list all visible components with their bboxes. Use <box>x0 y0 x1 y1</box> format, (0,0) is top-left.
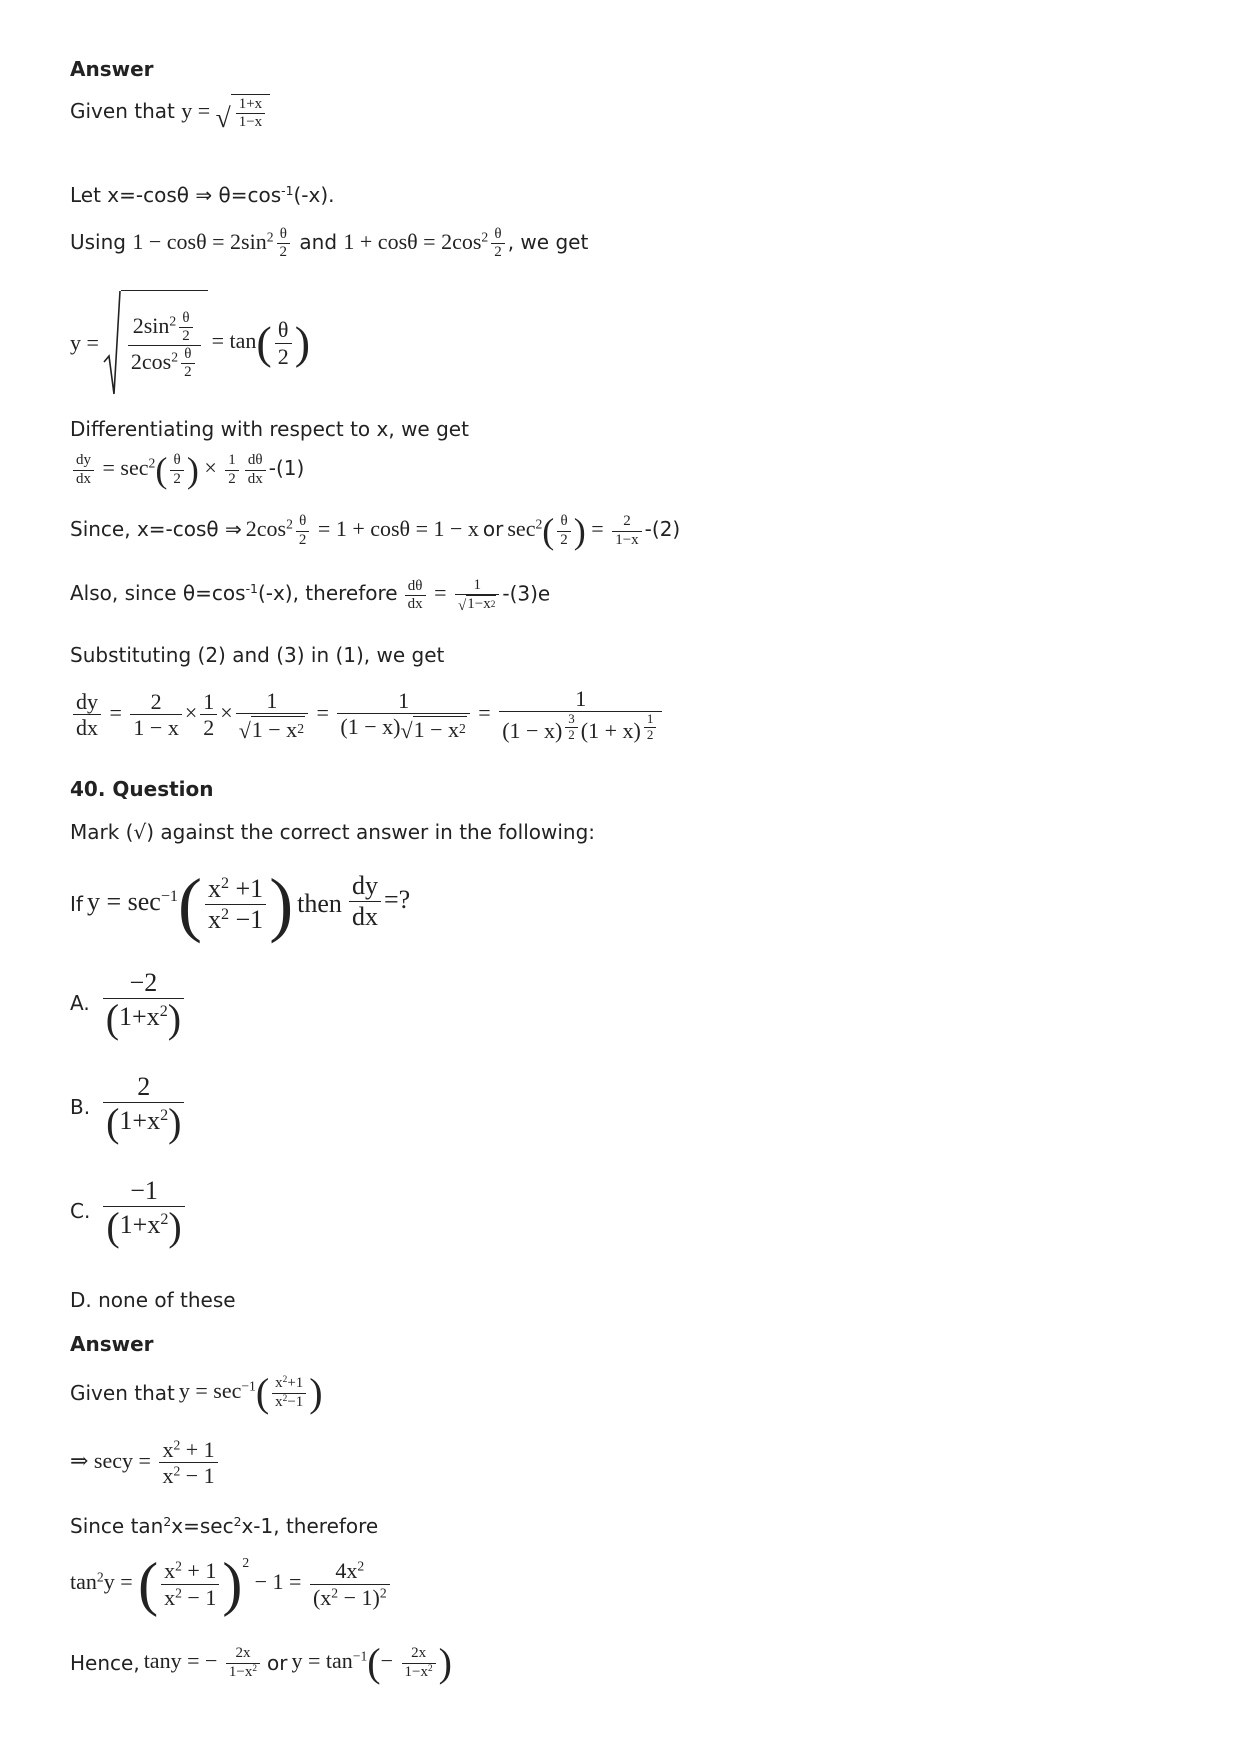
using-and: and <box>299 229 338 254</box>
given-prefix: Given that <box>70 98 175 123</box>
using-prefix: Using <box>70 229 126 254</box>
eq2-tag: -(2) <box>644 517 681 542</box>
option-b-numerator: 2 <box>137 1072 151 1101</box>
answer-heading: Answer <box>70 57 154 81</box>
since-c: x-1, therefore <box>241 1514 379 1538</box>
using-suffix: , we get <box>507 229 589 254</box>
final-result-equation: $\frac{dy}{dx}$ = $\frac{2}{1 - x}$ × $\frac{1}{2}$ × 1 √ 1 − x 2 = 1 (1 − x) √ 1 − x 2 = 1 (1 − x) $^{\frac{3}{2}}$ (1 + x) $^{\frac{1}{2}}$ <box>70 686 665 744</box>
question-instruction: Mark (√) against the correct answer in the following: <box>70 820 596 844</box>
answer2-heading: Answer <box>70 1332 154 1356</box>
identity-1: $1 - \cos\theta = 2\sin^2$ $\frac{\theta}{2}$ <box>132 229 293 254</box>
let-line <box>70 183 335 207</box>
also-prefix: Also, since θ=cos <box>70 581 246 606</box>
sqrt-sign: √ $\frac{1+x}{1-x}$ <box>216 94 271 132</box>
y-tan-equation: y = $2\sin^2$ $\frac{\theta}{2}$ $2\cos^2$ $\frac{\theta}{2}$ = tan( $\frac{\theta}{2}$ ) <box>70 290 310 396</box>
hence-line: Hence, tany = − $\frac{2x}{1-x^2}$ or $y = \tan^{-1}(-$ $\frac{2x}{1-x^2}$ ) <box>70 1640 452 1685</box>
given-line <box>70 94 270 132</box>
question-statement: If $y = \sec^{-1}$( $\frac{x^2 +1}{x^2 -1}$ ) then $\frac{dy}{dx}$ =? <box>70 864 411 944</box>
equation-1: $\frac{dy}{dx}$ = $\sec^2$( $\frac{\theta}{2}$ ) × $\frac{1}{2}$ $\frac{d\theta}{dx}$ -(1) <box>70 452 304 488</box>
let-sup: -1 <box>281 183 294 199</box>
let-tail: (-x). <box>293 183 335 207</box>
option-c-letter: C. <box>70 1199 91 1224</box>
option-d-letter: D. <box>70 1288 92 1312</box>
equation-2: Since, x=-cosθ ⇒ $2\cos^2$ $\frac{\theta}{2}$ = 1 + cosθ = 1 − x or $\sec^2$( $\frac{\theta}{2}$ ) = $\frac{2}{1-x}$ -(2) <box>70 511 681 551</box>
since-a: Since tan <box>70 1514 164 1538</box>
then-word: then <box>297 889 342 918</box>
also-sup: -1 <box>245 581 258 597</box>
option-c[interactable]: C. $\frac{-1}{(1+x^2)}$ <box>70 1176 188 1247</box>
answer2-given-line: Given that $y = \sec^{-1}$( $\frac{x^2+1}{x^2-1}$ ) <box>70 1370 323 1415</box>
big-sqrt-sign: $2\sin^2$ $\frac{\theta}{2}$ $2\cos^2$ $\frac{\theta}{2}$ <box>103 290 208 396</box>
answer2-given-prefix: Given that <box>70 1381 175 1405</box>
eq3-tag: -(3)e <box>502 581 551 606</box>
since-b: x=sec <box>171 1514 234 1538</box>
given-equation: y = √ $\frac{1+x}{1-x}$ <box>181 98 270 123</box>
substituting-line: Substituting (2) and (3) in (1), we get <box>70 643 445 667</box>
hence-prefix: Hence, <box>70 1651 140 1675</box>
option-d[interactable] <box>70 1288 236 1312</box>
equation-3: Also, since $\theta=\cos^{-1}(-x)$, therefore $\frac{d\theta}{dx}$ = 1 √ 1−x 2 -(3)e <box>70 577 551 614</box>
option-a-numerator: −2 <box>129 968 158 997</box>
identity-line: Since $\tan^2x=\sec^2x-1$, therefore <box>70 1514 379 1538</box>
identity-2: $1 + \cos\theta = 2\cos^2$ $\frac{\theta}{2}$ <box>343 229 507 254</box>
since-or: or <box>482 517 504 542</box>
option-b[interactable]: B. $\frac{2}{(1+x^2)}$ <box>70 1072 187 1143</box>
differentiating-line: Differentiating with respect to x, we get <box>70 417 469 441</box>
option-a[interactable]: A. $\frac{-2}{(1+x^2)}$ <box>70 968 187 1039</box>
hence-or: or <box>267 1651 288 1675</box>
tan-squared-equation: $\tan^2y$ = ( $\frac{x^2 + 1}{x^2 - 1}$ )$^2$ − 1 = $\frac{4x^2}{(x^2 - 1)^2}$ <box>70 1554 393 1614</box>
option-b-letter: B. <box>70 1095 91 1120</box>
using-line <box>70 226 588 262</box>
also-mid: (-x), therefore <box>257 581 398 606</box>
since-prefix: Since, x=-cosθ ⇒ <box>70 517 242 542</box>
sec-y-equation: ⇒ secy = $\frac{x^2 + 1}{x^2 - 1}$ <box>70 1437 221 1489</box>
option-c-numerator: −1 <box>130 1176 158 1205</box>
option-d-text: none of these <box>98 1288 236 1312</box>
eq1-tag: -(1) <box>268 456 305 481</box>
let-text: Let x=-cosθ ⇒ θ=cos <box>70 183 282 207</box>
option-a-letter: A. <box>70 991 90 1016</box>
question-heading: 40. Question <box>70 777 214 801</box>
if-word: If <box>70 892 83 916</box>
